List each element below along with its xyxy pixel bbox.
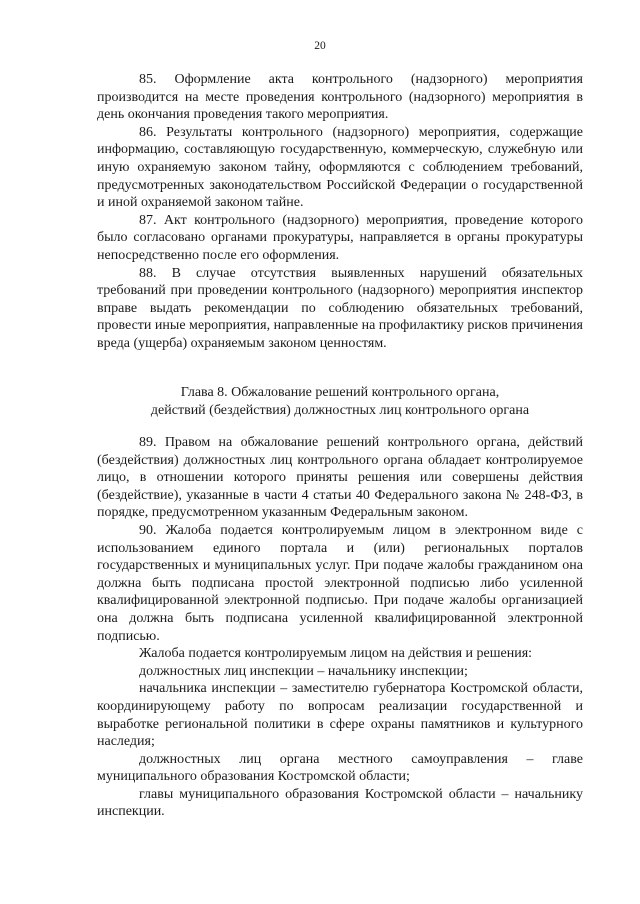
chapter-title-line-2: действий (бездействия) должностных лиц контрольного органа bbox=[150, 402, 530, 418]
paragraph-complaint-intro: Жалоба подается контролируемым лицом на действия и решения: bbox=[139, 646, 533, 662]
section-block-2 bbox=[97, 434, 583, 821]
chapter-title-line-1: Глава 8. Обжалование решений контрольного органа, bbox=[180, 385, 500, 400]
paragraph-complaint-item-1: должностных лиц инспекции – начальнику инспекции; bbox=[139, 663, 468, 679]
chapter-title bbox=[97, 384, 583, 419]
paragraph-complaint-item-2: начальника инспекции – заместителю губернатора Костромской области, координирующему работу по вопросам реализации государственной и выработке региональной политики в сфере охраны памятников и культурного наследия; bbox=[97, 681, 583, 750]
paragraph-88: 88. В случае отсутствия выявленных нарушений обязательных требований при проведении контрольного (надзорного) мероприятия инспектор вправе выдать рекомендации по соблюдению обязательных требований, провести иные мероприятия, направленные на профилактику рисков причинения вреда (ущерба) охраняемым законом ценностям. bbox=[97, 265, 583, 351]
chapter-heading bbox=[97, 384, 583, 419]
paragraph-89: 89. Правом на обжалование решений контрольного органа, действий (бездействия) должностных лиц контрольного органа обладает контролируемое лицо, в отношении которого приняты решения или совершены действия (бездействие), указанные в части 4 статьи 40 Федерального закона № 248-ФЗ, в порядке, предусмотренном указанным Федеральным законом. bbox=[97, 435, 583, 521]
paragraph-86: 86. Результаты контрольного (надзорного) мероприятия, содержащие информацию, составляющую государственную, коммерческую, служебную или иную охраняемую законом тайну, оформляются с соблюдением требований, предусмотренных законодательством Российской Федерации о государственной и иной охраняемой законом тайне. bbox=[97, 124, 583, 211]
page-number: 20 bbox=[314, 40, 326, 52]
paragraph-90: 90. Жалоба подается контролируемым лицом в электронном виде с использованием единого портала и (или) региональных порталов государственных и муниципальных услуг. При подаче жалобы гражданином она должна быть подписана простой электронной подписью либо усиленной квалифицированной электронной подписью. При подаче жалобы организацией она должна быть подписана усиленной квалифицированной электронной подписью. bbox=[97, 522, 583, 644]
paragraph-complaint-item-3: должностных лиц органа местного самоуправления – главе муниципального образования Костромской области; bbox=[97, 751, 583, 785]
section-block-1 bbox=[97, 71, 583, 353]
paragraph-85: 85. Оформление акта контрольного (надзорного) мероприятия производится на месте проведения контрольного (надзорного) мероприятия в день окончания проведения такого мероприятия. bbox=[97, 72, 583, 123]
paragraph-87: 87. Акт контрольного (надзорного) мероприятия, проведение которого было согласовано органами прокуратуры, направляется в органы прокуратуры непосредственно после его оформления. bbox=[97, 212, 583, 263]
paragraph-complaint-item-4: главы муниципального образования Костромской области – начальнику инспекции. bbox=[97, 786, 583, 820]
